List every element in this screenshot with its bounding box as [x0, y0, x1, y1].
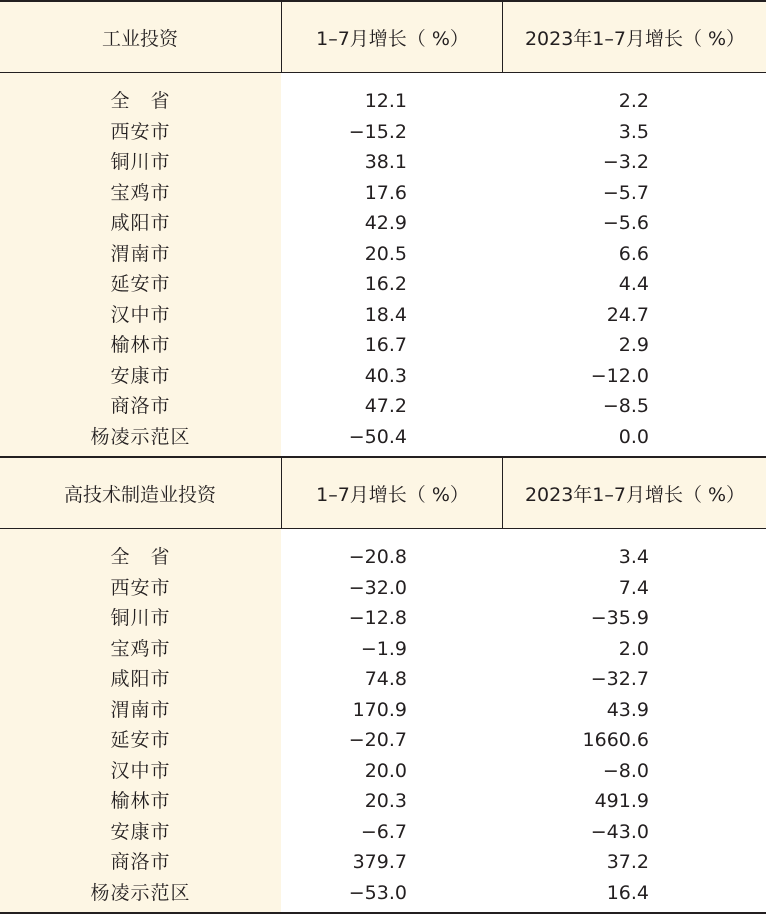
growth-current: 16.2 [364, 273, 407, 295]
table-row [0, 178, 766, 209]
region-name: 铜川市 [110, 151, 171, 173]
region-name: 咸阳市 [110, 668, 171, 690]
section-header [0, 2, 766, 72]
growth-previous: 1660.6 [582, 729, 649, 751]
growth-previous: −35.9 [590, 607, 649, 629]
region-name: 渭南市 [110, 698, 171, 721]
growth-current: 17.6 [364, 181, 407, 204]
growth-previous: 2.0 [618, 637, 649, 660]
growth-previous: 16.4 [606, 881, 649, 904]
region-name: 宝鸡市 [110, 637, 171, 660]
table-row [0, 542, 766, 573]
growth-previous: 0.0 [618, 425, 649, 448]
section-header [0, 458, 766, 528]
growth-previous: 3.4 [618, 546, 649, 568]
region-name: 咸阳市 [110, 212, 171, 234]
growth-current: −12.8 [348, 607, 407, 629]
growth-previous: 43.9 [606, 698, 649, 721]
header-col-current: 1–7月增长（ %） [281, 458, 503, 528]
region-name: 宝鸡市 [110, 181, 171, 204]
region-name: 杨凌示范区 [90, 881, 191, 904]
table-row [0, 878, 766, 909]
growth-previous: −12.0 [590, 364, 649, 387]
table-row [0, 86, 766, 117]
growth-previous: 3.5 [618, 120, 649, 143]
growth-previous: 2.2 [618, 90, 649, 112]
growth-previous: 491.9 [594, 790, 649, 812]
region-name: 汉中市 [110, 759, 171, 782]
header-col-previous: 2023年1–7月增长（ %） [502, 458, 766, 528]
region-name: 延安市 [110, 273, 171, 295]
region-name: 汉中市 [110, 303, 171, 326]
growth-current: 170.9 [352, 698, 407, 721]
growth-current: 47.2 [364, 395, 407, 417]
table-bottom-rule [0, 912, 766, 914]
growth-current: 18.4 [364, 303, 407, 326]
table-row [0, 208, 766, 239]
growth-current: −15.2 [348, 120, 407, 143]
table-row [0, 603, 766, 634]
growth-previous: 2.9 [618, 334, 649, 356]
region-name: 杨凌示范区 [90, 425, 191, 448]
header-col-previous: 2023年1–7月增长（ %） [502, 2, 766, 72]
table-row [0, 756, 766, 787]
region-name: 渭南市 [110, 242, 171, 265]
region-name: 全 省 [110, 546, 171, 568]
growth-current: −1.9 [360, 637, 407, 660]
table-row [0, 847, 766, 878]
growth-current: 12.1 [364, 90, 407, 112]
growth-previous: 6.6 [618, 242, 649, 265]
growth-current: 42.9 [364, 212, 407, 234]
table-row [0, 817, 766, 848]
growth-current: 20.5 [364, 242, 407, 265]
region-name: 榆林市 [110, 334, 171, 356]
growth-previous: −43.0 [590, 820, 649, 843]
growth-current: 20.0 [364, 759, 407, 782]
growth-current: −6.7 [360, 820, 407, 843]
growth-current: 379.7 [352, 851, 407, 873]
growth-previous: −5.7 [602, 181, 649, 204]
table-row [0, 422, 766, 453]
header-col-current: 1–7月增长（ %） [281, 2, 503, 72]
table-row [0, 695, 766, 726]
region-name: 安康市 [110, 820, 171, 843]
region-name: 安康市 [110, 364, 171, 387]
table-row [0, 117, 766, 148]
region-name: 铜川市 [110, 607, 171, 629]
growth-previous: 24.7 [606, 303, 649, 326]
table-row [0, 147, 766, 178]
table-row [0, 786, 766, 817]
growth-previous: 4.4 [618, 273, 649, 295]
header-category: 高技术制造业投资 [63, 483, 216, 506]
growth-current: 20.3 [364, 790, 407, 812]
table-row [0, 300, 766, 331]
growth-current: 16.7 [364, 334, 407, 356]
table-row [0, 664, 766, 695]
growth-previous: 7.4 [618, 576, 649, 599]
growth-current: −20.7 [348, 729, 407, 751]
region-name: 榆林市 [110, 790, 171, 812]
growth-previous: −3.2 [602, 151, 649, 173]
region-name: 延安市 [110, 729, 171, 751]
table-row [0, 725, 766, 756]
region-name: 西安市 [110, 120, 171, 143]
region-name: 全 省 [110, 90, 171, 112]
growth-previous: −5.6 [602, 212, 649, 234]
growth-current: 74.8 [364, 668, 407, 690]
table-row [0, 361, 766, 392]
table-row [0, 573, 766, 604]
table-row [0, 634, 766, 665]
growth-current: −53.0 [348, 881, 407, 904]
growth-current: 38.1 [364, 151, 407, 173]
growth-previous: −32.7 [590, 668, 649, 690]
growth-previous: −8.5 [602, 395, 649, 417]
growth-current: −32.0 [348, 576, 407, 599]
region-name: 商洛市 [110, 395, 171, 417]
region-name: 西安市 [110, 576, 171, 599]
table-row [0, 239, 766, 270]
region-name: 商洛市 [110, 851, 171, 873]
table-row [0, 330, 766, 361]
growth-previous: −8.0 [602, 759, 649, 782]
table-row [0, 269, 766, 300]
growth-current: −50.4 [348, 425, 407, 448]
growth-current: 40.3 [364, 364, 407, 387]
growth-previous: 37.2 [606, 851, 649, 873]
growth-current: −20.8 [348, 546, 407, 568]
header-category: 工业投资 [101, 27, 178, 50]
table-row [0, 391, 766, 422]
